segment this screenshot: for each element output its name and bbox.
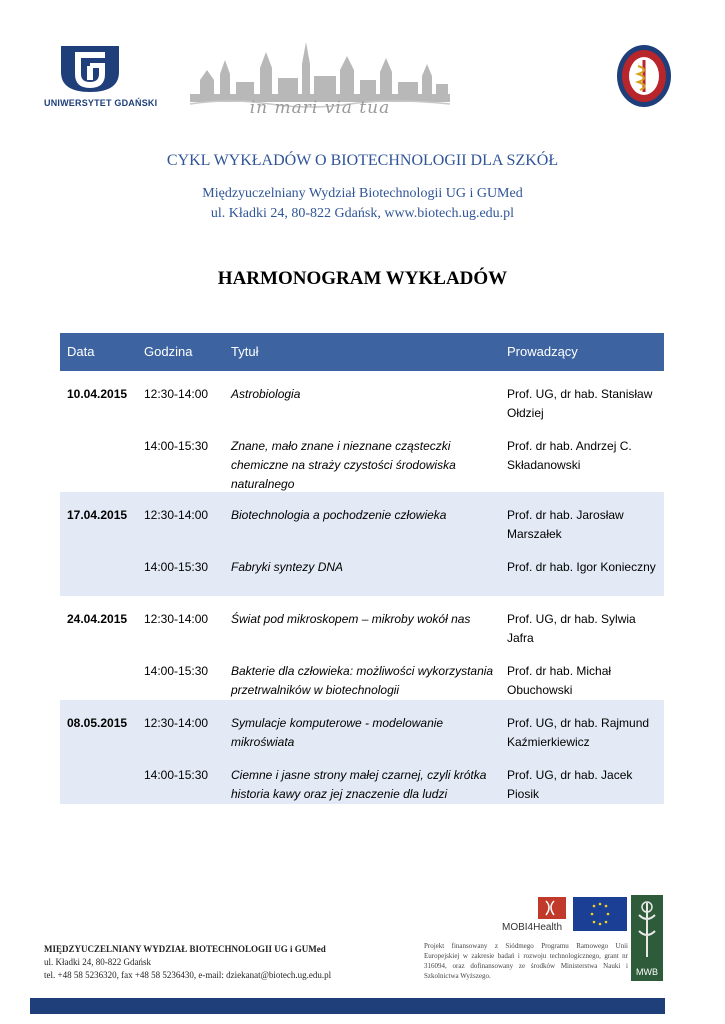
lecture-time: 12:30-14:00	[144, 387, 209, 401]
lecturer: Prof. dr hab. Andrzej C. Składanowski	[507, 439, 632, 472]
lecturer: Prof. dr hab. Jarosław Marszałek	[507, 508, 624, 541]
table-group	[60, 385, 664, 492]
table-header	[60, 333, 664, 371]
lecture-title: Symulacje komputerowe - modelowanie mikroświata	[231, 716, 444, 749]
cycle-title: CYKL WYKŁADÓW O BIOTECHNOLOGII DLA SZKÓŁ	[166, 152, 559, 169]
university-label: UNIWERSYTET GDAŃSKI	[44, 98, 158, 108]
gumed-seal-icon	[616, 44, 672, 108]
lecturer: Prof. UG, dr hab. Stanisław Ołdziej	[507, 387, 653, 420]
mwb-label: MWB	[636, 967, 658, 977]
lecturer: Prof. dr hab. Michał Obuchowski	[507, 664, 612, 697]
lecture-time: 12:30-14:00	[144, 716, 209, 730]
lecture-time: 12:30-14:00	[144, 612, 209, 626]
lecture-time: 14:00-15:30	[144, 560, 209, 574]
lecture-title: Fabryki syntezy DNA	[231, 560, 344, 574]
ug-emblem-icon	[59, 44, 121, 94]
column-header-date: Data	[67, 344, 95, 359]
lecturer: Prof. UG, dr hab. Rajmund Kaźmierkiewicz	[507, 716, 650, 749]
lecture-title: Bakterie dla człowieka: możliwości wykorzystania przetrwalników w biotechnologii	[231, 664, 494, 697]
column-header-lecturer: Prowadzący	[507, 344, 578, 359]
lecture-title: Świat pod mikroskopem – mikroby wokół nas	[231, 612, 471, 626]
lecture-time: 12:30-14:00	[144, 508, 209, 522]
footer-contact-line: tel. +48 58 5236320, fax +48 58 5236430, e-mail: dziekanat@biotech.ug.edu.pl	[44, 970, 332, 980]
mwb-logo	[631, 895, 663, 981]
eu-flag-icon	[573, 897, 627, 931]
lecturer: Prof. dr hab. Igor Konieczny	[507, 560, 656, 574]
lecture-title: Znane, mało znane i nieznane cząsteczki chemiczne na straży czystości środowiska naturalnego	[231, 439, 456, 491]
lecture-date: 08.05.2015	[67, 716, 128, 730]
schedule-table	[60, 333, 664, 804]
lecture-title: Ciemne i jasne strony małej czarnej, czyli krótka historia kawy oraz jej znaczenie dla ludzi	[231, 768, 487, 801]
footer-faculty-name: MIĘDZYUCZELNIANY WYDZIAŁ BIOTECHNOLOGII UG i GUMed	[44, 944, 326, 954]
mobi4health-logo	[502, 897, 568, 933]
footer-contact	[44, 943, 331, 982]
lecture-time: 14:00-15:30	[144, 439, 209, 453]
column-header-title: Tytuł	[231, 344, 259, 359]
lecture-time: 14:00-15:30	[144, 664, 209, 678]
lecture-date: 17.04.2015	[67, 508, 128, 522]
funding-note: Projekt finansowany z Siódmego Programu Ramowego Unii Europejskiej w zakresie badań i rozwoju technologicznego, grant nr 316094, oraz dofinansowany ze środków Ministerstwa Nauki i Szkolnictwa Wyższego.	[424, 942, 628, 980]
lecturer: Prof. UG, dr hab. Sylwia Jafra	[507, 612, 636, 645]
faculty-address: ul. Kładki 24, 80-822 Gdańsk, www.biotech.ug.edu.pl	[210, 206, 515, 221]
lecture-date: 24.04.2015	[67, 612, 128, 626]
page-title: HARMONOGRAM WYKŁADÓW	[217, 268, 508, 289]
column-header-time: Godzina	[144, 344, 193, 359]
lecturer: Prof. UG, dr hab. Jacek Piosik	[507, 768, 633, 801]
faculty-name: Międzyuczelniany Wydział Biotechnologii UG i GUMed	[202, 186, 523, 201]
table-group	[60, 492, 664, 596]
table-group	[60, 596, 664, 700]
lecture-title: Astrobiologia	[231, 387, 301, 401]
mobi4health-label: MOBI4Health	[502, 922, 563, 933]
lecture-title: Biotechnologia a pochodzenie człowieka	[231, 508, 447, 522]
footer-address: ul. Kładki 24, 80-822 Gdańsk	[44, 957, 151, 967]
lecture-date: 10.04.2015	[67, 387, 128, 401]
motto: in mari via tua	[249, 98, 391, 118]
table-group	[60, 700, 664, 804]
lecture-time: 14:00-15:30	[144, 768, 209, 782]
footer-bar	[30, 998, 665, 1014]
university-logo	[44, 44, 158, 108]
